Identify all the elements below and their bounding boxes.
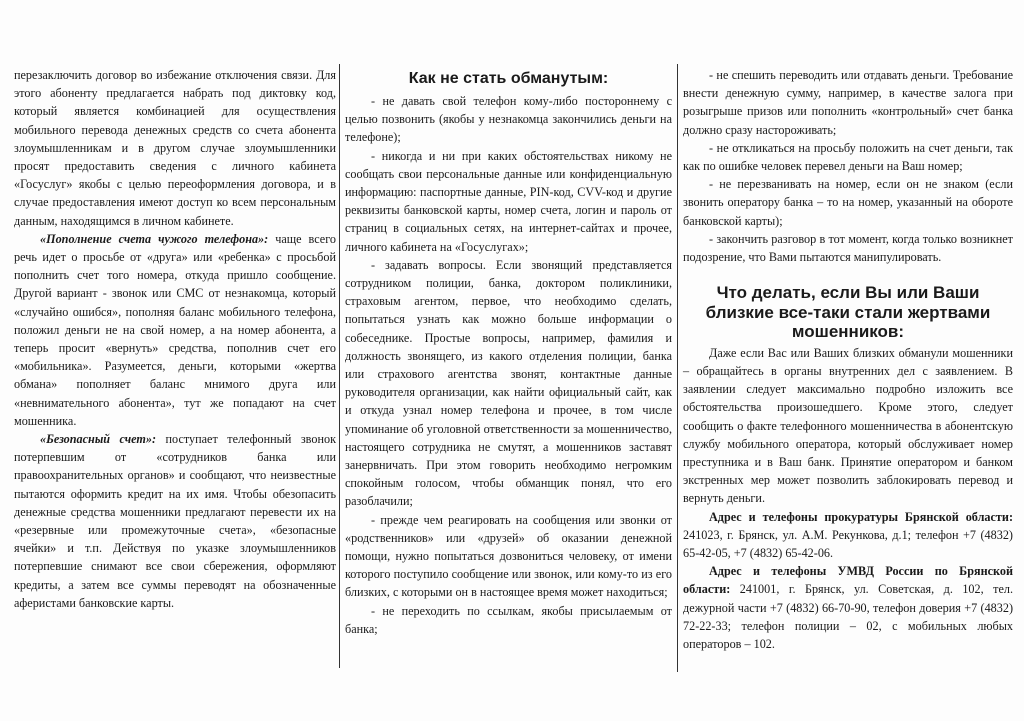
column-divider-left [339,64,340,668]
contract-scam-paragraph: перезаключить договор во избежание отключения связи. Для этого абоненту предлагается набрать под диктовку код, который является комбинацией для осуществления мобильного перевода денежных средств со счета абонента злоумышленникам и в другом случае злоумышленники просят предоставить сведения с личного кабинета «Госуслуг» якобы с целью переоформления договора, и в случае предоставления имеют доступ ко всем персональным данным, находящимся в личном кабинете. [14,68,336,228]
umvd-contacts-text: 241001, г. Брянск, ул. Советская, д. 102, тел. дежурной части +7 (4832) 66-70-90, телефон доверия +7 (4832) 72-22-33; телефон полиции – 02, с мобильных любых операторов – 102. [683,582,1013,651]
advice-item: - задавать вопросы. Если звонящий представляется сотрудником полиции, банка, доктором поликлиники, страховым агентом, первое, что необходимо сделать, попытаться узнать как можно больше информации о собеседнике. Простые вопросы, например, фамилия и должность звонящего, из какого отделения полиции, банка или страхового агентства звонят, контактные данные руководителя организации, как найти официальный сайт, как и откуда узнал номер телефона и прочее, в том числе упоминание об уголовной ответственности за мошенничество, настоящего сотрудника не смутят, а мошенников заставят занервничать. При этом говорить необходимо негромким спокойным голосом, чтобы обманщик понял, что его разоблачили; [345,257,672,509]
topup-scam-paragraph [14,230,336,430]
topup-scam-text: чаще всего речь идет о просьбе от «друга» или «ребенка» с просьбой пополнить счет того номера, откуда пришло сообщение. Другой вариант - звонок или СМС от незнакомца, который «случайно ошибся», пополняя баланс мобильного телефона, положил деньги не на свой номер, а на номер абонента, а теперь просит «вернуть» средства, пополнив счет его «мобильника». Разумеется, деньги, которыми «жертва обмана» пополняет баланс мнимого друга или «невнимательного абонента», тут же попадают на счет мошенника. [14,231,336,428]
column-divider-right [677,64,678,672]
advice-item: - не перезванивать на номер, если он не знаком (если звонить оператору банка – то на номер, указанный на обороте банковской карты); [683,177,1013,228]
prosecutor-contacts [683,508,1013,563]
advice-item: - не откликаться на просьбу положить на счет деньги, так как по ошибке человек перевел деньги на Ваш номер; [683,140,1013,174]
column-right [683,66,1013,653]
how-not-to-be-deceived-heading: Как не стать обманутым: [408,70,609,87]
advice-item: - прежде чем реагировать на сообщения или звонки от «родственников» или «друзей» об оказании денежной помощи, нужно попытаться дозвониться человеку, от имени которого поступило сообщение или звонок, или кому-то из его близких, с которыми он в настоящее время может находиться; [345,512,672,600]
advice-item: - закончить разговор в тот момент, когда только возникнет подозрение, что Вами пытаются манипулировать. [683,231,1013,265]
prosecutor-contacts-text: 241023, г. Брянск, ул. А.М. Рекункова, д.1; телефон +7 (4832) 65-42-05, +7 (4832) 65-42-06. [683,527,1013,560]
what-to-do-heading: Что делать, если Вы или Ваши близкие все-таки стали жертвами мошенников: [705,283,991,342]
safe-account-text: поступает телефонный звонок потерпевшим от «сотрудников банка или правоохранительных органов» и сообщают, что неизвестные пытаются оформить кредит на их имя. Чтобы обезопасить денежные средства мошенники предлагают перевести их на «резервные или промежуточные счета», «безопасные ячейки» и т.п. Действуя по указке злоумышленников потерпевшие снимают все свои сбережения, оформляют кредиты, а затем все суммы переводят на обозначенные аферистами банковские карты. [14,432,336,610]
column-middle [345,70,672,638]
umvd-contacts-title: Адрес и телефоны УМВД России по Брянской области: [683,564,1013,597]
prosecutor-contacts-title: Адрес и телефоны прокуратуры Брянской области: [709,509,1013,524]
advice-item: - не спешить переводить или отдавать деньги. Требование внести денежную сумму, например, в качестве залога при розыгрыше призов или пополнить «контрольный» счет банка должно сразу настороживать; [683,68,1013,137]
safe-account-paragraph [14,430,336,612]
advice-item: - не давать свой телефон кому-либо постороннему с целью позвонить (якобы у незнакомца закончились деньги на телефоне); [345,94,672,145]
advice-item: - никогда и ни при каких обстоятельствах никому не сообщать свои персональные данные или конфиденциальную информацию: паспортные данные, PIN-код, CVV-код и другие реквизиты банковской карты, номер счета, логин и пароль от страниц в социальных сетях, на интернет-сайтах и прочее, личного кабинета на «Госуслугах»; [345,148,672,254]
victim-advice-paragraph: Даже если Вас или Ваших близких обманули мошенники – обращайтесь в органы внутренних дел с заявлением. В заявлении следует максимально подробно изложить все обстоятельства произошедшего. Кроме этого, следует сообщить о факте телефонного мошенничества в абонентскую службу мобильного оператора, который обслуживает номер преступника и в Ваш банк. Принятие оператором и банком экстренных мер может позволить заблокировать перевод и вернуть деньги. [683,345,1013,506]
umvd-contacts [683,562,1013,653]
safe-account-title: «Безопасный счет»: [40,432,157,447]
topup-scam-title: «Пополнение счета чужого телефона»: [40,231,269,246]
column-left [14,66,336,612]
advice-item: - не переходить по ссылкам, якобы присылаемым от банка; [345,603,672,636]
